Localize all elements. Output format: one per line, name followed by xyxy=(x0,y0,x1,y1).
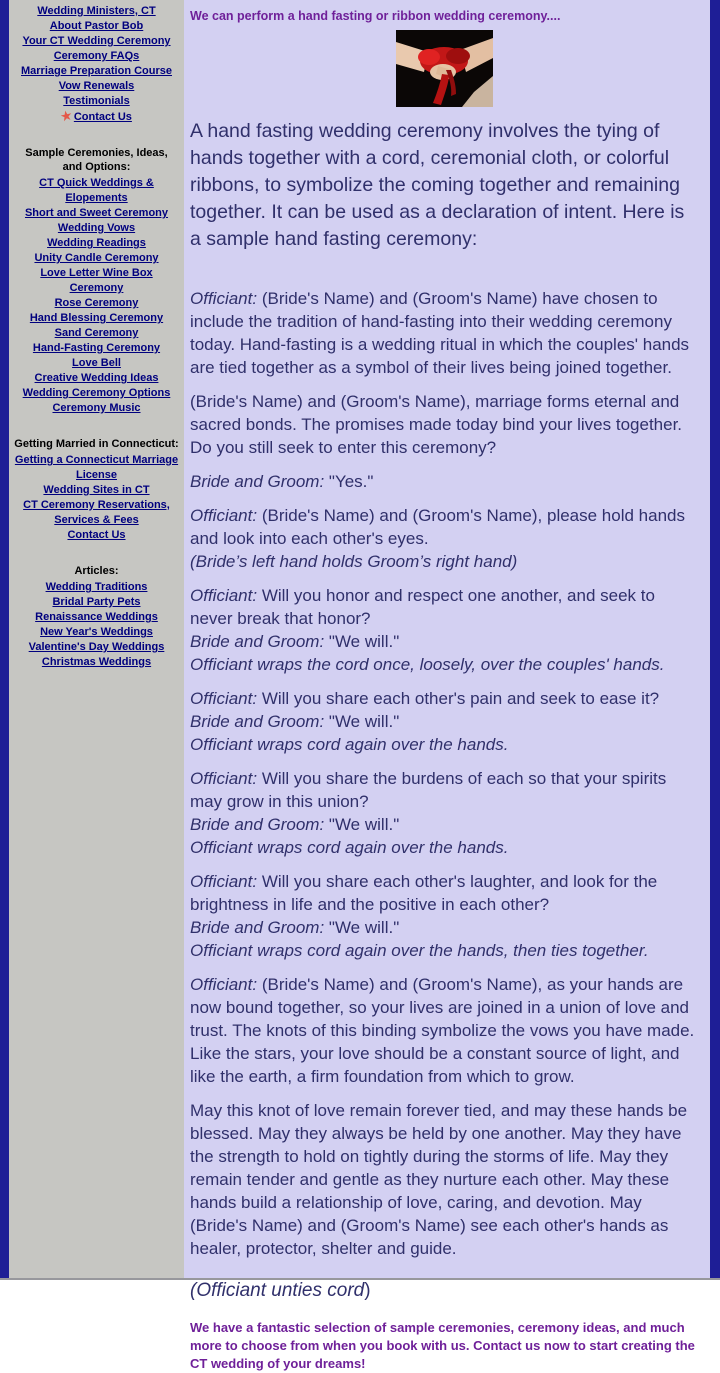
dialogue-text: "We will." xyxy=(324,815,400,834)
dialogue-text: (Bride's Name) and (Groom's Name) have chosen to include the tradition of hand-fasting into their wedding ceremony today. Hand-fasting is a wedding ritual in which the couples' hands are tied together as a symbol of their lives being joined together. xyxy=(190,289,690,377)
sidebar-link-christmas-weddings[interactable]: Christmas Weddings xyxy=(41,656,152,668)
dialogue-text: Will you honor and respect one another, and seek to never break that honor? xyxy=(190,586,655,628)
stage-direction-text: Officiant: xyxy=(190,586,258,605)
sidebar-link-new-year-s-weddings[interactable]: New Year's Weddings xyxy=(40,626,153,638)
sidebar-link-short-and-sweet-ceremony[interactable]: Short and Sweet Ceremony xyxy=(24,207,169,219)
dialogue-text: (Bride's Name) and (Groom's Name), please hold hands and look into each other's eyes. xyxy=(190,506,685,548)
dialogue-text: Will you share each other's laughter, and look for the brightness in life and the positive in each other? xyxy=(190,872,658,914)
dialogue-text: May this knot of love remain forever tied, and may these hands be blessed. May they always be held by one another. May they have the strength to hold on tightly during the storms of life. May they remain tender and gentle as they nurture each other. May these hands build a relationship of love, caring, and devotion. May (Bride's Name) and (Groom's Name) see each other's hands as healer, protector, shelter and guide. xyxy=(190,1101,688,1258)
ceremony-paragraph xyxy=(190,767,698,859)
sidebar-link-unity-candle-ceremony[interactable]: Unity Candle Ceremony xyxy=(34,252,159,264)
stage-direction-text: Officiant wraps cord again over the hands. xyxy=(190,838,509,857)
lead-paragraph: A hand fasting wedding ceremony involves the tying of hands together with a cord, ceremonial cloth, or colorful ribbons, to symbolize the coming together and remaining together. It can be used as a declaration of intent. Here is a sample hand fasting ceremony: xyxy=(190,120,685,250)
ceremony-paragraph xyxy=(190,470,698,493)
stage-direction-text: Bride and Groom: xyxy=(190,632,325,651)
photo-wrapper xyxy=(190,30,698,112)
sidebar-link-rose-ceremony[interactable]: Rose Ceremony xyxy=(54,297,139,309)
sidebar-section-2 xyxy=(14,437,179,543)
stage-direction-text: Officiant: xyxy=(190,689,258,708)
ceremony-paragraph xyxy=(190,870,698,962)
ceremony-paragraph xyxy=(190,1278,698,1303)
ceremony-paragraph xyxy=(190,504,698,573)
sidebar-link-renaissance-weddings[interactable]: Renaissance Weddings xyxy=(35,611,158,623)
ceremony-paragraph xyxy=(190,584,698,676)
stage-direction-text: (Officiant unties cord xyxy=(190,1280,365,1301)
sidebar-link-ct-ceremony-reservations-services-fees[interactable]: CT Ceremony Reservations, Services & Fees xyxy=(23,499,170,526)
sidebar-link-ceremony-music[interactable]: Ceremony Music xyxy=(52,402,141,414)
stage-direction-text: Officiant: xyxy=(190,975,258,994)
sidebar-link-ceremony-faqs[interactable]: Ceremony FAQs xyxy=(53,50,140,62)
promo-note: We have a fantastic selection of sample ceremonies, ceremony ideas, and much more to choose from when you book with us. Contact us now to start creating the CT wedding of your dreams! xyxy=(190,1320,695,1371)
stage-direction-text: Officiant wraps cord again over the hands, then ties together. xyxy=(190,941,649,960)
main-content xyxy=(184,0,710,1371)
dialogue-text: (Bride's Name) and (Groom's Name), as your hands are now bound together, so your lives are joined in a union of love and trust. The knots of this binding symbolize the vows you have made. Like the stars, your love should be a constant source of light, and like the earth, a firm foundation from which to grow. xyxy=(190,975,695,1086)
ceremony-script xyxy=(190,287,698,1303)
sidebar-link-sand-ceremony[interactable]: Sand Ceremony xyxy=(54,327,139,339)
dialogue-text: "We will." xyxy=(324,632,400,651)
sidebar-link-hand-blessing-ceremony[interactable]: Hand Blessing Ceremony xyxy=(29,312,164,324)
sidebar-link-hand-fasting-ceremony[interactable]: Hand-Fasting Ceremony xyxy=(32,342,161,354)
sidebar-section-header: Sample Ceremonies, Ideas, and Options: xyxy=(25,147,168,173)
dialogue-text: "We will." xyxy=(324,918,400,937)
sidebar-section-1 xyxy=(14,146,179,416)
stage-direction-text: Bride and Groom: xyxy=(190,472,325,491)
sidebar-link-wedding-ministers-ct[interactable]: Wedding Ministers, CT xyxy=(37,5,156,17)
sidebar-link-testimonials[interactable]: Testimonials xyxy=(63,95,130,107)
sidebar-link-wedding-vows[interactable]: Wedding Vows xyxy=(57,222,136,234)
sidebar-link-creative-wedding-ideas[interactable]: Creative Wedding Ideas xyxy=(34,372,159,384)
left-border-bar xyxy=(0,0,9,1278)
dialogue-text: "We will." xyxy=(324,712,400,731)
sidebar-link-getting-a-connecticut-marriage-license[interactable]: Getting a Connecticut Marriage License xyxy=(14,454,179,481)
sidebar-link-wedding-ceremony-options[interactable]: Wedding Ceremony Options xyxy=(22,387,171,399)
sidebar-link-marriage-preparation-course[interactable]: Marriage Preparation Course xyxy=(21,65,172,77)
sidebar-link-ct-quick-weddings-elopements[interactable]: CT Quick Weddings & Elopements xyxy=(39,177,154,204)
sidebar-link-vow-renewals[interactable]: Vow Renewals xyxy=(58,80,135,92)
ceremony-paragraph xyxy=(190,973,698,1088)
dialogue-text: Will you share each other's pain and seek to ease it? xyxy=(257,689,660,708)
dialogue-text: (Bride's Name) and (Groom's Name), marriage forms eternal and sacred bonds. The promises made today bind your lives together. Do you still seek to enter this ceremony? xyxy=(190,392,683,457)
sidebar xyxy=(9,0,184,1278)
stage-direction-text: Officiant wraps cord again over the hands. xyxy=(190,735,509,754)
handfasting-photo xyxy=(396,30,493,107)
sidebar-link-about-pastor-bob[interactable]: About Pastor Bob xyxy=(49,20,144,32)
dialogue-text: Will you share the burdens of each so that your spirits may grow in this union? xyxy=(190,769,667,811)
ceremony-paragraph xyxy=(190,1099,698,1260)
sidebar-section-header: Getting Married in Connecticut: xyxy=(14,438,179,450)
stage-direction-text: Officiant: xyxy=(190,289,258,308)
intro-note: We can perform a hand fasting or ribbon wedding ceremony.... xyxy=(190,9,561,23)
ceremony-paragraph xyxy=(190,687,698,756)
stage-direction-text: Bride and Groom: xyxy=(190,918,325,937)
sidebar-link-contact-us[interactable]: ★Contact Us xyxy=(59,108,132,124)
stage-direction-text: Bride and Groom: xyxy=(190,712,325,731)
stage-direction-text: Officiant wraps the cord once, loosely, over the couples' hands. xyxy=(190,655,665,674)
sidebar-section-3 xyxy=(14,564,179,670)
ceremony-paragraph xyxy=(190,287,698,379)
stage-direction-text: Officiant: xyxy=(190,769,258,788)
sidebar-link-bridal-party-pets[interactable]: Bridal Party Pets xyxy=(52,596,141,608)
dialogue-text: "Yes." xyxy=(324,472,374,491)
sidebar-link-love-letter-wine-box-ceremony[interactable]: Love Letter Wine Box Ceremony xyxy=(40,267,153,294)
stage-direction-text: Bride and Groom: xyxy=(190,815,325,834)
stage-direction-text: Officiant: xyxy=(190,872,258,891)
sidebar-link-contact-us[interactable]: Contact Us xyxy=(67,529,126,541)
sidebar-link-wedding-traditions[interactable]: Wedding Traditions xyxy=(45,581,148,593)
ceremony-paragraph xyxy=(190,390,698,459)
sidebar-link-love-bell[interactable]: Love Bell xyxy=(72,357,121,369)
sidebar-link-wedding-readings[interactable]: Wedding Readings xyxy=(47,237,146,249)
sidebar-link-valentine-s-day-weddings[interactable]: Valentine's Day Weddings xyxy=(28,641,165,653)
star-icon: ★ xyxy=(59,108,74,124)
right-border-bar xyxy=(710,0,720,1278)
sidebar-link-wedding-sites-in-ct[interactable]: Wedding Sites in CT xyxy=(43,484,150,496)
dialogue-text: ) xyxy=(364,1280,371,1301)
stage-direction-text: Officiant: xyxy=(190,506,258,525)
stage-direction-text: (Bride’s left hand holds Groom’s right hand) xyxy=(190,552,518,571)
sidebar-section-header: Articles: xyxy=(74,565,119,577)
sidebar-section-0 xyxy=(14,4,179,125)
sidebar-link-your-ct-wedding-ceremony[interactable]: Your CT Wedding Ceremony xyxy=(22,35,171,47)
